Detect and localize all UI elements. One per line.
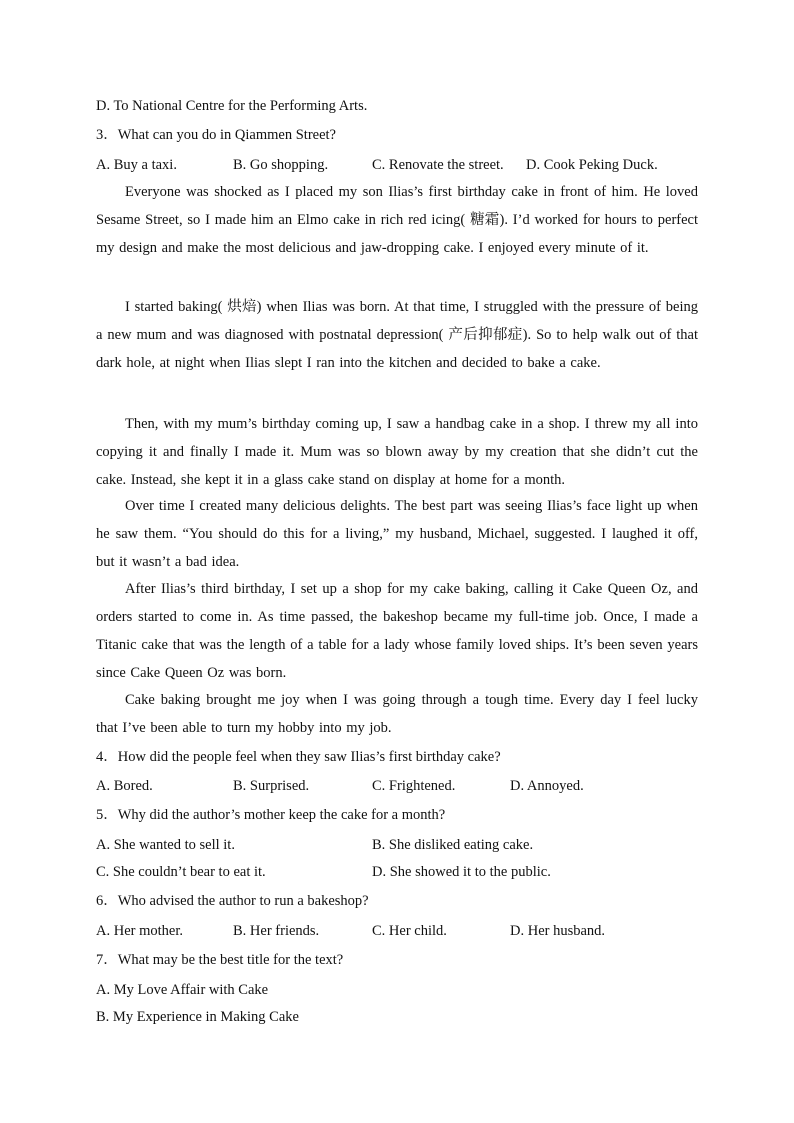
passage-paragraph-5: After Ilias’s third birthday, I set up a shop for my cake baking, calling it Cake Queen Oz, and orders started to come in. As time passed, the bakeshop became my full-time job. Once, I made a Titanic cake that was the length of a table for a lady whose family loved ships. It’s been seven years since Cake Queen Oz was born. xyxy=(96,581,698,681)
question-6-stem: 6．Who advised the author to run a bakeshop? xyxy=(96,893,369,909)
passage-paragraph-4: Over time I created many delicious delights. The best part was seeing Ilias’s face light up when he saw them. “You should do this for a living,” my husband, Michael, suggested. I laughed it off, but it wasn’t a bad idea. xyxy=(96,498,698,570)
question-4-option-d: D. Annoyed. xyxy=(510,778,584,794)
question-4-option-a: A. Bored. xyxy=(96,778,153,794)
question-6-option-a: A. Her mother. xyxy=(96,923,183,939)
question-5-stem: 5．Why did the author’s mother keep the cake for a month? xyxy=(96,807,446,823)
question-6-option-c: C. Her child. xyxy=(372,923,447,939)
question-3-stem: 3．What can you do in Qiammen Street? xyxy=(96,127,336,143)
question-3-option-b: B. Go shopping. xyxy=(233,157,329,173)
passage-paragraph-2: I started baking( 烘焙) when Ilias was born. At that time, I struggled with the pressure of being a new mum and was diagnosed with postnatal depression( 产后抑郁症). So to help walk out of that dark hole, at night when Ilias slept I ran into the kitchen and decided to bake a cake. xyxy=(96,299,698,371)
question-6-option-b: B. Her friends. xyxy=(233,923,320,939)
question-5-option-a: A. She wanted to sell it. xyxy=(96,837,235,853)
question-4-stem: 4．How did the people feel when they saw Ilias’s first birthday cake? xyxy=(96,749,501,765)
passage-paragraph-3: Then, with my mum’s birthday coming up, I saw a handbag cake in a shop. I threw my all into copying it and finally I made it. Mum was so blown away by my creation that she didn’t cut the cake. Instead, she kept it in a glass cake stand on display at home for a month. xyxy=(96,416,698,488)
passage-paragraph-1: Everyone was shocked as I placed my son Ilias’s first birthday cake in front of him. He loved Sesame Street, so I made him an Elmo cake in rich red icing( 糖霜). I’d worked for hours to perfect my design and make the most delicious and jaw-dropping cake. I enjoyed every minute of it. xyxy=(96,184,698,256)
question-2-option-d: D. To National Centre for the Performing Arts. xyxy=(96,98,368,114)
question-3-option-d: D. Cook Peking Duck. xyxy=(526,157,658,173)
question-5-option-d: D. She showed it to the public. xyxy=(372,864,551,880)
question-7-stem: 7．What may be the best title for the text? xyxy=(96,952,344,968)
question-3-option-c: C. Renovate the street. xyxy=(372,157,504,173)
passage-paragraph-6: Cake baking brought me joy when I was going through a tough time. Every day I feel lucky that I’ve been able to turn my hobby into my job. xyxy=(96,692,698,736)
question-6-option-d: D. Her husband. xyxy=(510,923,606,939)
question-7-option-a: A. My Love Affair with Cake xyxy=(96,982,269,998)
question-7-option-b: B. My Experience in Making Cake xyxy=(96,1009,299,1025)
question-3-option-a: A. Buy a taxi. xyxy=(96,157,177,173)
question-5-option-c: C. She couldn’t bear to eat it. xyxy=(96,864,266,880)
question-5-option-b: B. She disliked eating cake. xyxy=(372,837,534,853)
question-4-option-c: C. Frightened. xyxy=(372,778,456,794)
question-4-option-b: B. Surprised. xyxy=(233,778,310,794)
